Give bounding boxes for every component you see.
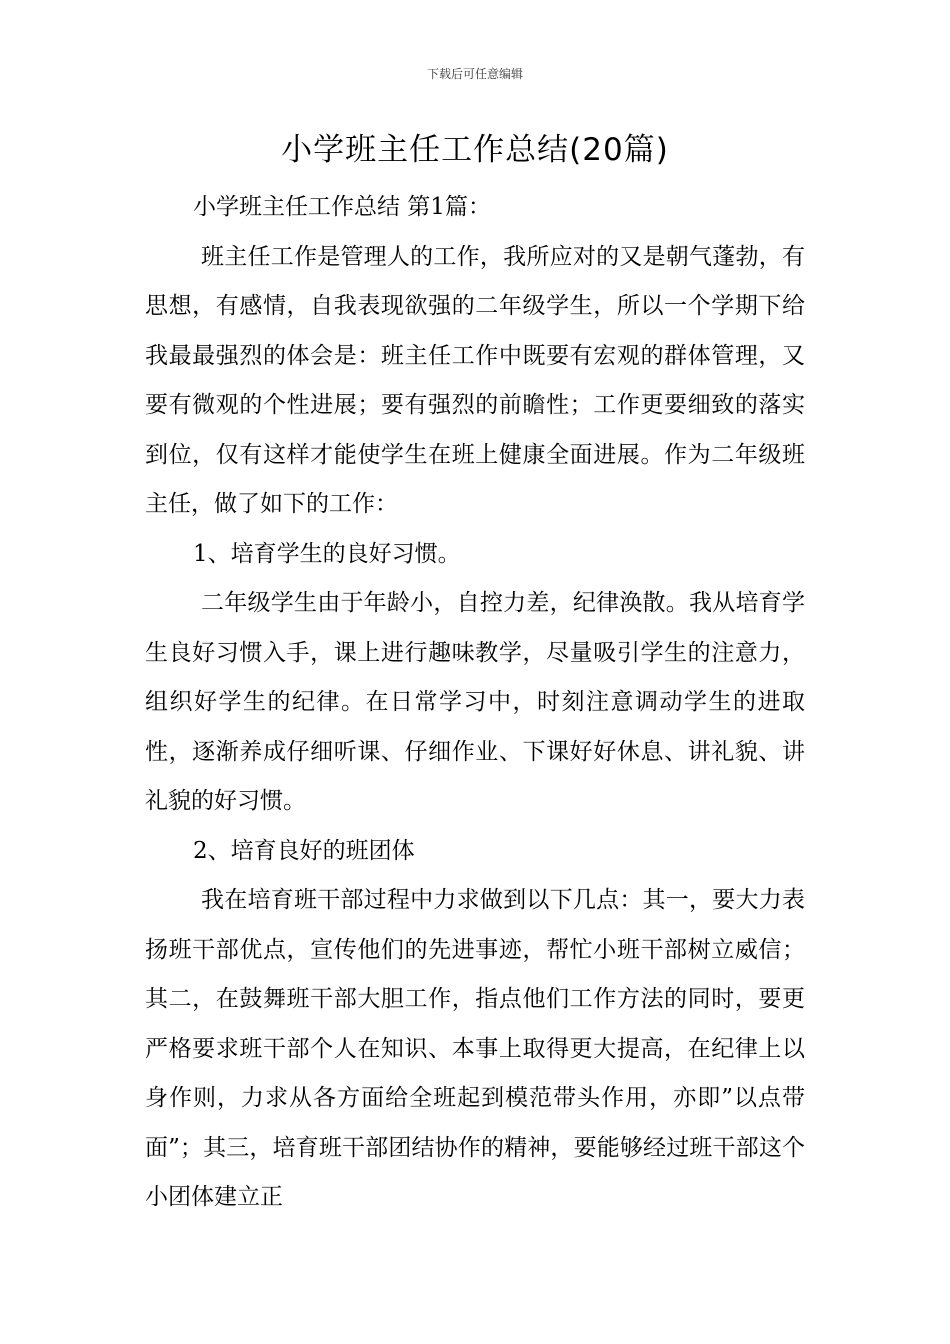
page-header-note: 下载后可任意编辑 [426,67,523,81]
paragraph-class-group: 我在培育班干部过程中力求做到以下几点：其一，要大力表扬班干部优点，宣传他们的先进事迹，帮忙小班干部树立威信；其二，在鼓舞班干部大胆工作，指点他们工作方法的同时，要更严格要求班干部个人在知识、本事上取得更大提高，在纪律上以身作则，力求从各方面给全班起到模范带头作用，亦即”以点带面”；其三，培育班干部团结协作的精神，要能够经过班干部这个小团体建立正 [145,887,805,1210]
document-title: 小学班主任工作总结(20篇) [281,132,669,168]
document-body [145,183,805,1223]
section-heading-class-group: 2、培育良好的班团体 [193,837,415,864]
paragraph-intro: 班主任工作是管理人的工作，我所应对的又是朝气蓬勃，有思想，有感情，自我表现欲强的二年级学生，所以一个学期下给我最最强烈的体会是：班主任工作中既要有宏观的群体管理，又要有微观的个性进展；要有强烈的前瞻性；工作更要细致的落实到位，仅有这样才能使学生在班上健康全面进展。作为二年级班主任，做了如下的工作： [145,243,805,517]
paragraph-habits: 二年级学生由于年龄小，自控力差，纪律涣散。我从培育学生良好习惯入手，课上进行趣味教学，尽量吸引学生的注意力，组织好学生的纪律。在日常学习中，时刻注意调动学生的进取性，逐渐养成仔细听课、仔细作业、下课好好休息、讲礼貌、讲礼貌的好习惯。 [145,590,805,814]
section-heading-habits: 1、培育学生的良好习惯。 [193,540,461,567]
section-heading: 小学班主任工作总结 第1篇： [193,194,491,220]
